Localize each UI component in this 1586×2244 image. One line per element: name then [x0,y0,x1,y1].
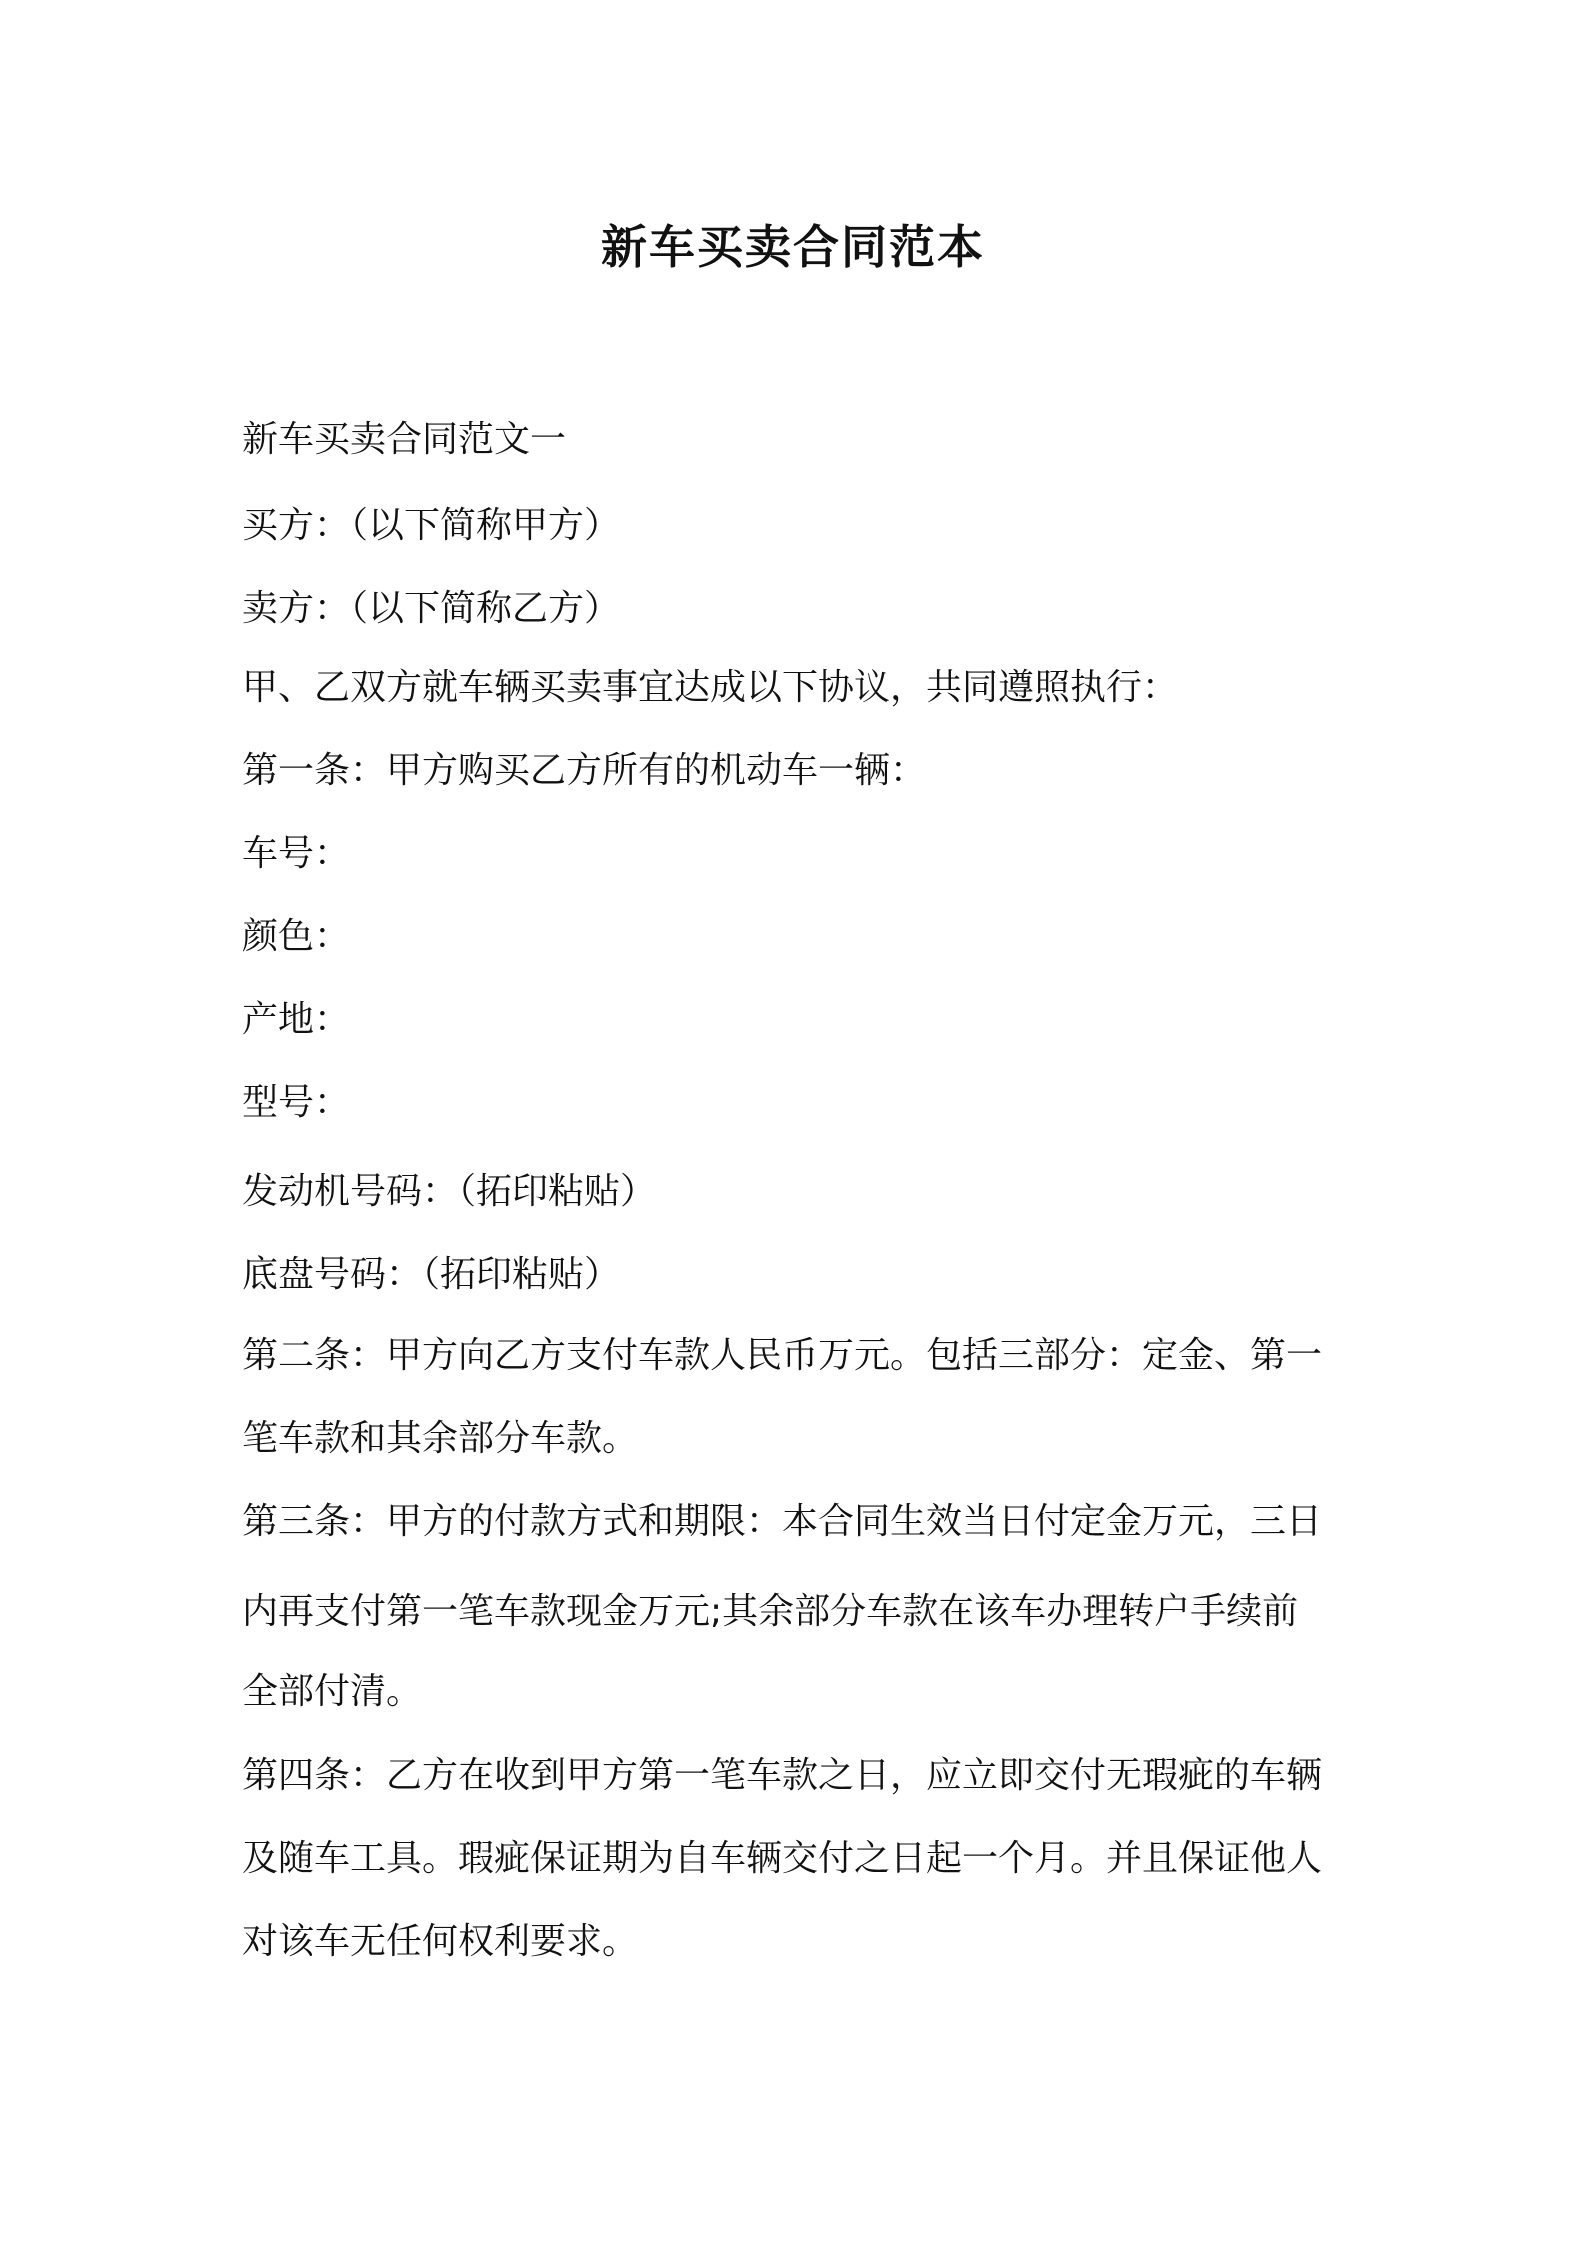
article-2-line-1: 第二条：甲方向乙方支付车款人民币万元。包括三部分：定金、第一 [242,1335,1323,1376]
seller-line: 卖方：（以下简称乙方） [242,588,621,629]
buyer-line: 买方：（以下简称甲方） [242,505,621,546]
article-2-line-2: 笔车款和其余部分车款。 [242,1418,639,1459]
article-4-line-2: 及随车工具。瑕疵保证期为自车辆交付之日起一个月。并且保证他人 [242,1838,1323,1879]
field-model: 型号： [242,1082,351,1123]
section-heading: 新车买卖合同范文一 [242,419,567,460]
field-origin: 产地： [242,999,351,1040]
field-color: 颜色： [242,916,351,957]
article-3-line-3: 全部付清。 [242,1671,423,1712]
field-engine-number: 发动机号码：（拓印粘贴） [242,1171,657,1212]
article-4-line-3: 对该车无任何权利要求。 [242,1921,639,1962]
field-plate-number: 车号： [242,833,351,874]
article-3-line-1: 第三条：甲方的付款方式和期限：本合同生效当日付定金万元，三日 [242,1501,1323,1542]
article-4-line-1: 第四条：乙方在收到甲方第一笔车款之日，应立即交付无瑕疵的车辆 [242,1755,1323,1796]
field-chassis-number: 底盘号码：（拓印粘贴） [242,1254,621,1295]
article-1: 第一条：甲方购买乙方所有的机动车一辆： [242,750,927,791]
article-3-line-2: 内再支付第一笔车款现金万元;其余部分车款在该车办理转户手续前 [242,1591,1299,1632]
agreement-intro: 甲、乙双方就车辆买卖事宜达成以下协议，共同遵照执行： [242,667,1179,708]
document-title: 新车买卖合同范本 [601,220,985,274]
